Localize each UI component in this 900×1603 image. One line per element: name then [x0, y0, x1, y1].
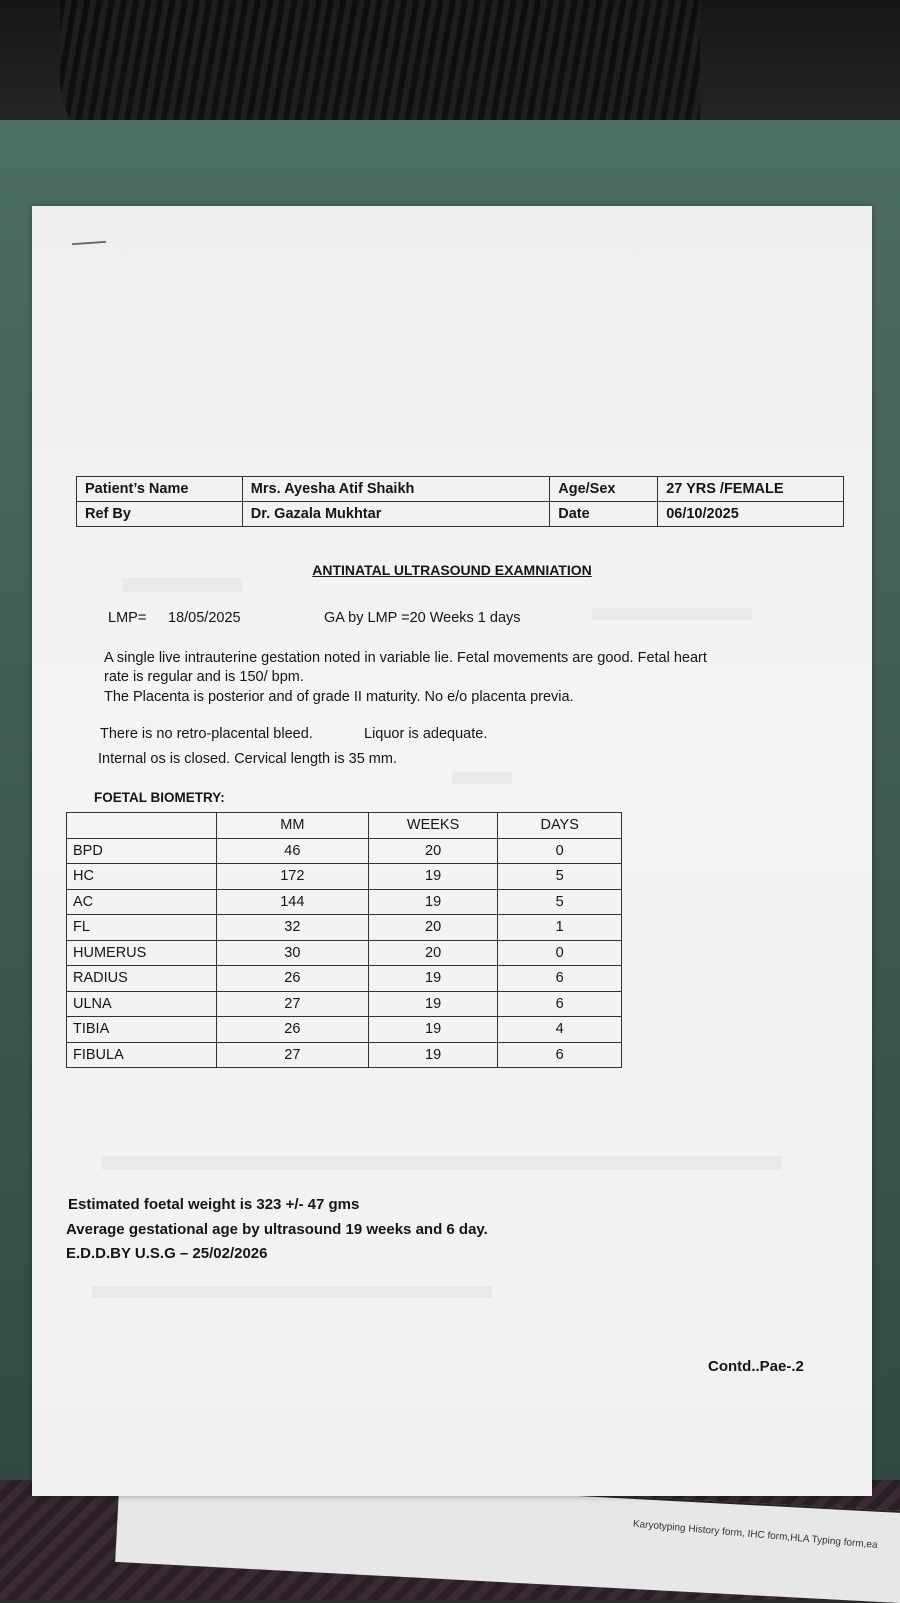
table-row [67, 915, 622, 941]
parameter-cell: ULNA [67, 991, 217, 1017]
ref-by-value: Dr. Gazala Mukhtar [242, 502, 549, 527]
mm-cell: 26 [216, 966, 368, 992]
mm-cell: 144 [216, 889, 368, 915]
days-cell: 4 [498, 1017, 622, 1043]
report-title: ANTINATAL ULTRASOUND EXAMNIATION [312, 562, 592, 578]
date-label: Date [550, 502, 658, 527]
parameter-cell: HUMERUS [67, 940, 217, 966]
parameter-cell: RADIUS [67, 966, 217, 992]
report-page [32, 206, 872, 1496]
table-row [67, 991, 622, 1017]
table-row [67, 940, 622, 966]
parameter-cell: AC [67, 889, 217, 915]
parameter-cell: HC [67, 864, 217, 890]
column-header: MM [216, 813, 368, 839]
age-sex-value: 27 YRS /FEMALE [658, 477, 844, 502]
age-sex-label: Age/Sex [550, 477, 658, 502]
mm-cell: 27 [216, 991, 368, 1017]
patient-name-label: Patient’s Name [77, 477, 243, 502]
biometry-heading: FOETAL BIOMETRY: [94, 790, 225, 805]
mm-cell: 30 [216, 940, 368, 966]
lmp-value: 18/05/2025 [168, 610, 241, 626]
show-through-mark [102, 1156, 782, 1170]
column-header: DAYS [498, 813, 622, 839]
days-cell: 6 [498, 991, 622, 1017]
mm-cell: 172 [216, 864, 368, 890]
pen-mark [72, 241, 106, 245]
show-through-mark [452, 772, 512, 784]
finding-line: Liquor is adequate. [364, 726, 488, 742]
table-row [67, 889, 622, 915]
days-cell: 1 [498, 915, 622, 941]
table-row [77, 502, 844, 527]
ref-by-label: Ref By [77, 502, 243, 527]
mm-cell: 46 [216, 838, 368, 864]
weeks-cell: 19 [368, 1017, 498, 1043]
underlying-sheet-text: Karyotyping History form, IHC form,HLA Typing form,ea [631, 1518, 878, 1551]
patient-info-table [76, 476, 844, 527]
days-cell: 6 [498, 966, 622, 992]
finding-line: rate is regular and is 150/ bpm. [104, 669, 304, 685]
days-cell: 5 [498, 889, 622, 915]
ga-by-lmp: GA by LMP =20 Weeks 1 days [324, 610, 521, 626]
weeks-cell: 19 [368, 966, 498, 992]
column-header [67, 813, 217, 839]
table-row [67, 864, 622, 890]
parameter-cell: FIBULA [67, 1042, 217, 1068]
table-row [67, 1017, 622, 1043]
days-cell: 0 [498, 940, 622, 966]
biometry-table [66, 812, 622, 1068]
patient-name-value: Mrs. Ayesha Atif Shaikh [242, 477, 549, 502]
column-header: WEEKS [368, 813, 498, 839]
table-row [77, 477, 844, 502]
mm-cell: 27 [216, 1042, 368, 1068]
finding-line: A single live intrauterine gestation noted in variable lie. Fetal movements are good. Fetal heart [104, 650, 707, 666]
show-through-mark [122, 578, 242, 592]
average-gestational-age: Average gestational age by ultrasound 19 weeks and 6 day. [66, 1221, 488, 1238]
finding-line: The Placenta is posterior and of grade II maturity. No e/o placenta previa. [104, 689, 574, 705]
weeks-cell: 20 [368, 838, 498, 864]
table-header-row [67, 813, 622, 839]
weeks-cell: 19 [368, 1042, 498, 1068]
parameter-cell: TIBIA [67, 1017, 217, 1043]
mm-cell: 26 [216, 1017, 368, 1043]
table-row [67, 838, 622, 864]
mm-cell: 32 [216, 915, 368, 941]
table-row [67, 1042, 622, 1068]
show-through-mark [592, 608, 752, 620]
finding-line: Internal os is closed. Cervical length is 35 mm. [98, 751, 397, 767]
days-cell: 6 [498, 1042, 622, 1068]
parameter-cell: FL [67, 915, 217, 941]
continued-note: Contd..Pae-.2 [708, 1358, 804, 1375]
show-through-mark [92, 1286, 492, 1298]
weeks-cell: 19 [368, 889, 498, 915]
lmp-label: LMP= [108, 610, 147, 626]
weeks-cell: 19 [368, 991, 498, 1017]
table-row [67, 966, 622, 992]
estimated-foetal-weight: Estimated foetal weight is 323 +/- 47 gms [68, 1196, 360, 1213]
weeks-cell: 20 [368, 915, 498, 941]
parameter-cell: BPD [67, 838, 217, 864]
edd-by-usg: E.D.D.BY U.S.G – 25/02/2026 [66, 1245, 268, 1262]
date-value: 06/10/2025 [658, 502, 844, 527]
weeks-cell: 20 [368, 940, 498, 966]
finding-line: There is no retro-placental bleed. [100, 726, 313, 742]
days-cell: 5 [498, 864, 622, 890]
days-cell: 0 [498, 838, 622, 864]
weeks-cell: 19 [368, 864, 498, 890]
